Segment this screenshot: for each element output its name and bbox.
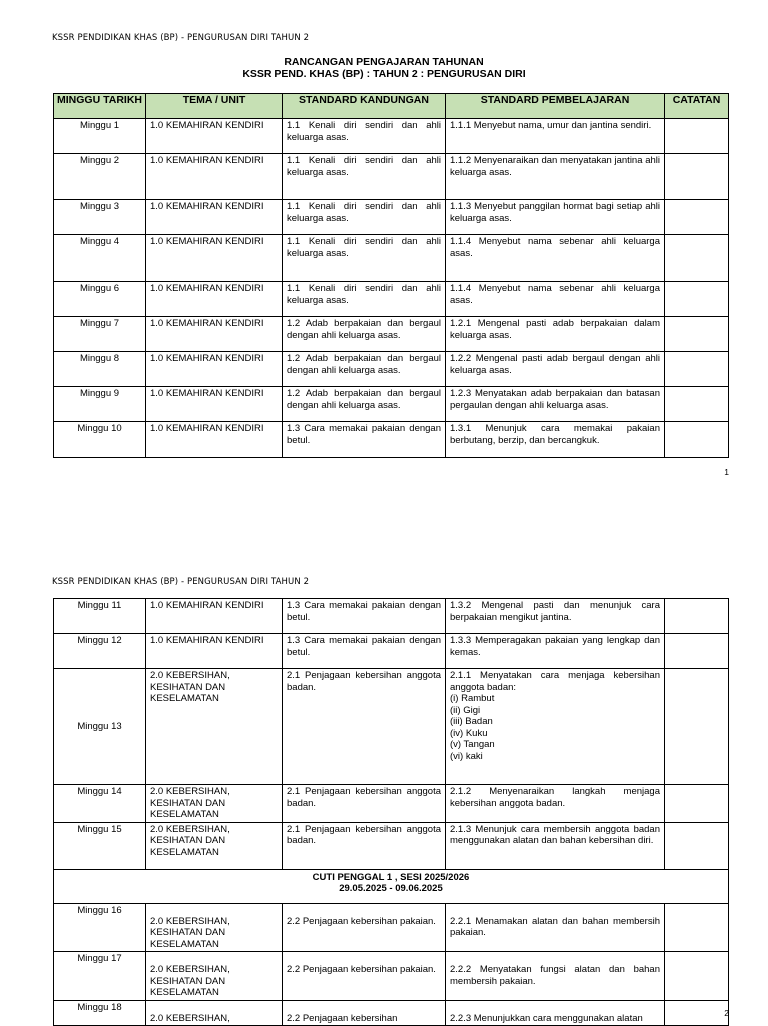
cell-standard-kandungan: 1.2 Adab berpakaian dan bergaul dengan ahli keluarga asas. bbox=[283, 352, 446, 387]
tema-line: KESELAMATAN bbox=[150, 938, 219, 950]
cell-catatan bbox=[665, 634, 729, 669]
table-row bbox=[54, 785, 729, 823]
header-minggu-tarikh: MINGGU TARIKH bbox=[54, 94, 146, 119]
sp-list-item: (vi) kaki bbox=[450, 750, 483, 762]
cell-standard-kandungan: 2.2 Penjagaan kebersihan pakaian. bbox=[283, 952, 446, 1001]
cell-minggu: Minggu 6 bbox=[54, 282, 146, 317]
tema-line: 2.0 KEBERSIHAN, bbox=[150, 670, 230, 681]
table-row bbox=[54, 387, 729, 422]
cell-catatan bbox=[665, 317, 729, 352]
table-row bbox=[54, 903, 729, 952]
cell-tema: 1.0 KEMAHIRAN KENDIRI bbox=[146, 317, 283, 352]
table-row bbox=[54, 119, 729, 154]
cell-standard-pembelajaran: 2.1.3 Menunjuk cara membersih anggota badan menggunakan alatan dan bahan kebersihan diri. bbox=[446, 822, 665, 869]
cell-tema bbox=[146, 822, 283, 869]
cell-standard-kandungan: 2.2 Penjagaan kebersihan pakaian. bbox=[283, 903, 446, 952]
cell-standard-pembelajaran: 1.2.3 Menyatakan adab berpakaian dan batasan pergaulan dengan ahli keluarga asas. bbox=[446, 387, 665, 422]
table-row bbox=[54, 599, 729, 634]
page-number: 2 bbox=[724, 1008, 729, 1018]
cell-catatan bbox=[665, 1000, 729, 1026]
cell-standard-pembelajaran: 1.3.3 Memperagakan pakaian yang lengkap dan kemas. bbox=[446, 634, 665, 669]
lesson-plan-table bbox=[53, 93, 729, 458]
tema-line: KESIHATAN DAN bbox=[150, 927, 226, 938]
holiday-break-line2: 29.05.2025 - 09.06.2025 bbox=[339, 883, 443, 894]
cell-standard-pembelajaran: 2.2.1 Menamakan alatan dan bahan membersih pakaian. bbox=[446, 903, 665, 952]
cell-tema: 1.0 KEMAHIRAN KENDIRI bbox=[146, 422, 283, 458]
cell-standard-pembelajaran: 1.1.4 Menyebut nama sebenar ahli keluarga asas. bbox=[446, 282, 665, 317]
tema-line: 2.0 KEBERSIHAN, bbox=[150, 964, 230, 975]
cell-standard-kandungan: 1.1 Kenali diri sendiri dan ahli keluarga asas. bbox=[283, 235, 446, 282]
cell-tema: 1.0 KEMAHIRAN KENDIRI bbox=[146, 235, 283, 282]
sp-list-item: (iii) Badan bbox=[450, 716, 493, 727]
tema-line: KESELAMATAN bbox=[150, 809, 219, 820]
cell-catatan bbox=[665, 154, 729, 200]
cell-minggu: Minggu 16 bbox=[54, 903, 146, 952]
tema-line: KESIHATAN DAN bbox=[150, 975, 226, 987]
cell-standard-kandungan: 2.1 Penjagaan kebersihan anggota badan. bbox=[283, 669, 446, 785]
cell-standard-pembelajaran: 1.1.2 Menyenaraikan dan menyatakan jantina ahli keluarga asas. bbox=[446, 154, 665, 200]
sp-intro: 2.1.1 Menyatakan cara menjaga kebersihan anggota badan: bbox=[450, 670, 660, 693]
cell-minggu: Minggu 12 bbox=[54, 634, 146, 669]
sp-list-item: (i) Rambut bbox=[450, 693, 495, 704]
table-row bbox=[54, 317, 729, 352]
table-row bbox=[54, 1000, 729, 1026]
cell-minggu: Minggu 11 bbox=[54, 599, 146, 634]
cell-standard-pembelajaran: 1.3.2 Mengenal pasti dan menunjuk cara berpakaian mengikut jantina. bbox=[446, 599, 665, 634]
cell-standard-pembelajaran: 2.2.3 Menunjukkan cara menggunakan alatan bbox=[446, 1000, 665, 1026]
cell-minggu: Minggu 14 bbox=[54, 785, 146, 823]
cell-standard-kandungan: 1.3 Cara memakai pakaian dengan betul. bbox=[283, 422, 446, 458]
cell-standard-kandungan: 1.1 Kenali diri sendiri dan ahli keluarga asas. bbox=[283, 282, 446, 317]
table-row bbox=[54, 952, 729, 1001]
cell-minggu: Minggu 7 bbox=[54, 317, 146, 352]
document-page-1 bbox=[0, 0, 768, 485]
tema-line: 2.0 KEBERSIHAN, bbox=[150, 786, 230, 797]
cell-catatan bbox=[665, 200, 729, 235]
header-catatan: CATATAN bbox=[665, 94, 729, 119]
cell-standard-pembelajaran: 1.3.1 Menunjuk cara memakai pakaian berbutang, berzip, dan bercangkuk. bbox=[446, 422, 665, 458]
cell-standard-kandungan: 1.3 Cara memakai pakaian dengan betul. bbox=[283, 599, 446, 634]
sp-list-item: (ii) Gigi bbox=[450, 704, 481, 716]
cell-standard-pembelajaran: 2.1.2 Menyenaraikan langkah menjaga kebersihan anggota badan. bbox=[446, 785, 665, 823]
tema-line: KESIHATAN DAN bbox=[150, 681, 226, 693]
cell-standard-kandungan: 1.2 Adab berpakaian dan bergaul dengan ahli keluarga asas. bbox=[283, 387, 446, 422]
cell-catatan bbox=[665, 785, 729, 823]
table-row bbox=[54, 634, 729, 669]
cell-minggu: Minggu 3 bbox=[54, 200, 146, 235]
page-number: 1 bbox=[724, 467, 729, 477]
sp-list-item: (v) Tangan bbox=[450, 739, 495, 750]
cell-minggu: Minggu 4 bbox=[54, 235, 146, 282]
cell-catatan bbox=[665, 822, 729, 869]
tema-line: KESIHATAN DAN bbox=[150, 797, 226, 809]
holiday-break-row bbox=[54, 869, 729, 903]
cell-standard-kandungan: 2.1 Penjagaan kebersihan anggota badan. bbox=[283, 785, 446, 823]
cell-standard-kandungan: 1.3 Cara memakai pakaian dengan betul. bbox=[283, 634, 446, 669]
cell-minggu: Minggu 8 bbox=[54, 352, 146, 387]
cell-catatan bbox=[665, 903, 729, 952]
cell-tema bbox=[146, 669, 283, 785]
cell-standard-kandungan: 1.1 Kenali diri sendiri dan ahli keluarga asas. bbox=[283, 119, 446, 154]
cell-standard-pembelajaran bbox=[446, 669, 665, 785]
cell-standard-pembelajaran: 1.1.4 Menyebut nama sebenar ahli keluarga asas. bbox=[446, 235, 665, 282]
cell-tema bbox=[146, 952, 283, 1001]
cell-standard-pembelajaran: 1.1.3 Menyebut panggilan hormat bagi setiap ahli keluarga asas. bbox=[446, 200, 665, 235]
table-row bbox=[54, 669, 729, 785]
sp-list-item: (iv) Kuku bbox=[450, 727, 488, 739]
cell-tema bbox=[146, 785, 283, 823]
holiday-break-cell bbox=[54, 869, 729, 903]
cell-tema bbox=[146, 1000, 283, 1026]
cell-tema bbox=[146, 903, 283, 952]
cell-tema: 1.0 KEMAHIRAN KENDIRI bbox=[146, 200, 283, 235]
cell-tema: 1.0 KEMAHIRAN KENDIRI bbox=[146, 282, 283, 317]
cell-tema: 1.0 KEMAHIRAN KENDIRI bbox=[146, 634, 283, 669]
cell-catatan bbox=[665, 422, 729, 458]
tema-line: KESELAMATAN bbox=[150, 693, 219, 704]
cell-catatan bbox=[665, 387, 729, 422]
cell-standard-kandungan: 2.1 Penjagaan kebersihan anggota badan. bbox=[283, 822, 446, 869]
cell-minggu: Minggu 17 bbox=[54, 952, 146, 1001]
cell-catatan bbox=[665, 235, 729, 282]
cell-minggu: Minggu 2 bbox=[54, 154, 146, 200]
document-subtitle: KSSR PEND. KHAS (BP) : TAHUN 2 : PENGURUSAN DIRI bbox=[242, 68, 526, 80]
cell-catatan bbox=[665, 282, 729, 317]
header-tema-unit: TEMA / UNIT bbox=[146, 94, 283, 119]
cell-minggu: Minggu 9 bbox=[54, 387, 146, 422]
document-title: RANCANGAN PENGAJARAN TAHUNAN bbox=[284, 56, 484, 68]
cell-tema: 1.0 KEMAHIRAN KENDIRI bbox=[146, 352, 283, 387]
table-row bbox=[54, 235, 729, 282]
document-page-2 bbox=[0, 565, 768, 1024]
cell-minggu: Minggu 13 bbox=[54, 669, 146, 785]
tema-line: 2.0 KEBERSIHAN, bbox=[150, 915, 230, 927]
table-header-row bbox=[54, 94, 729, 119]
cell-standard-pembelajaran: 1.2.2 Mengenal pasti adab bergaul dengan ahli keluarga asas. bbox=[446, 352, 665, 387]
table-row bbox=[54, 200, 729, 235]
table-row bbox=[54, 352, 729, 387]
lesson-plan-table-continued bbox=[53, 598, 729, 1026]
cell-standard-kandungan: 1.2 Adab berpakaian dan bergaul dengan ahli keluarga asas. bbox=[283, 317, 446, 352]
cell-tema: 1.0 KEMAHIRAN KENDIRI bbox=[146, 119, 283, 154]
tema-line: 2.0 KEBERSIHAN, bbox=[150, 823, 230, 835]
cell-standard-pembelajaran: 1.1.1 Menyebut nama, umur dan jantina sendiri. bbox=[446, 119, 665, 154]
table-row bbox=[54, 422, 729, 458]
cell-tema: 1.0 KEMAHIRAN KENDIRI bbox=[146, 387, 283, 422]
cell-minggu: Minggu 1 bbox=[54, 119, 146, 154]
cell-minggu: Minggu 10 bbox=[54, 422, 146, 458]
cell-standard-kandungan: 1.1 Kenali diri sendiri dan ahli keluarga asas. bbox=[283, 154, 446, 200]
header-standard-kandungan: STANDARD KANDUNGAN bbox=[283, 94, 446, 119]
cell-minggu: Minggu 18 bbox=[54, 1000, 146, 1026]
cell-standard-pembelajaran: 2.2.2 Menyatakan fungsi alatan dan bahan membersih pakaian. bbox=[446, 952, 665, 1001]
tema-line: KESELAMATAN bbox=[150, 846, 219, 858]
cell-standard-kandungan: 2.2 Penjagaan kebersihan bbox=[283, 1000, 446, 1026]
cell-tema: 1.0 KEMAHIRAN KENDIRI bbox=[146, 154, 283, 200]
cell-catatan bbox=[665, 119, 729, 154]
cell-catatan bbox=[665, 352, 729, 387]
table-row bbox=[54, 822, 729, 869]
running-header: KSSR PENDIDIKAN KHAS (BP) - PENGURUSAN DIRI TAHUN 2 bbox=[52, 577, 310, 587]
running-header: KSSR PENDIDIKAN KHAS (BP) - PENGURUSAN DIRI TAHUN 2 bbox=[52, 33, 310, 43]
cell-minggu: Minggu 15 bbox=[54, 822, 146, 869]
cell-standard-pembelajaran: 1.2.1 Mengenal pasti adab berpakaian dalam keluarga asas. bbox=[446, 317, 665, 352]
table-row bbox=[54, 154, 729, 200]
tema-line: KESIHATAN DAN bbox=[150, 835, 226, 846]
cell-standard-kandungan: 1.1 Kenali diri sendiri dan ahli keluarga asas. bbox=[283, 200, 446, 235]
cell-catatan bbox=[665, 952, 729, 1001]
tema-line: KESELAMATAN bbox=[150, 987, 219, 998]
cell-catatan bbox=[665, 599, 729, 634]
cell-tema: 1.0 KEMAHIRAN KENDIRI bbox=[146, 599, 283, 634]
table-row bbox=[54, 282, 729, 317]
tema-line: 2.0 KEBERSIHAN, bbox=[150, 1012, 230, 1024]
cell-catatan bbox=[665, 669, 729, 785]
header-standard-pembelajaran: STANDARD PEMBELAJARAN bbox=[446, 94, 665, 119]
holiday-break-line1: CUTI PENGGAL 1 , SESI 2025/2026 bbox=[312, 871, 470, 883]
